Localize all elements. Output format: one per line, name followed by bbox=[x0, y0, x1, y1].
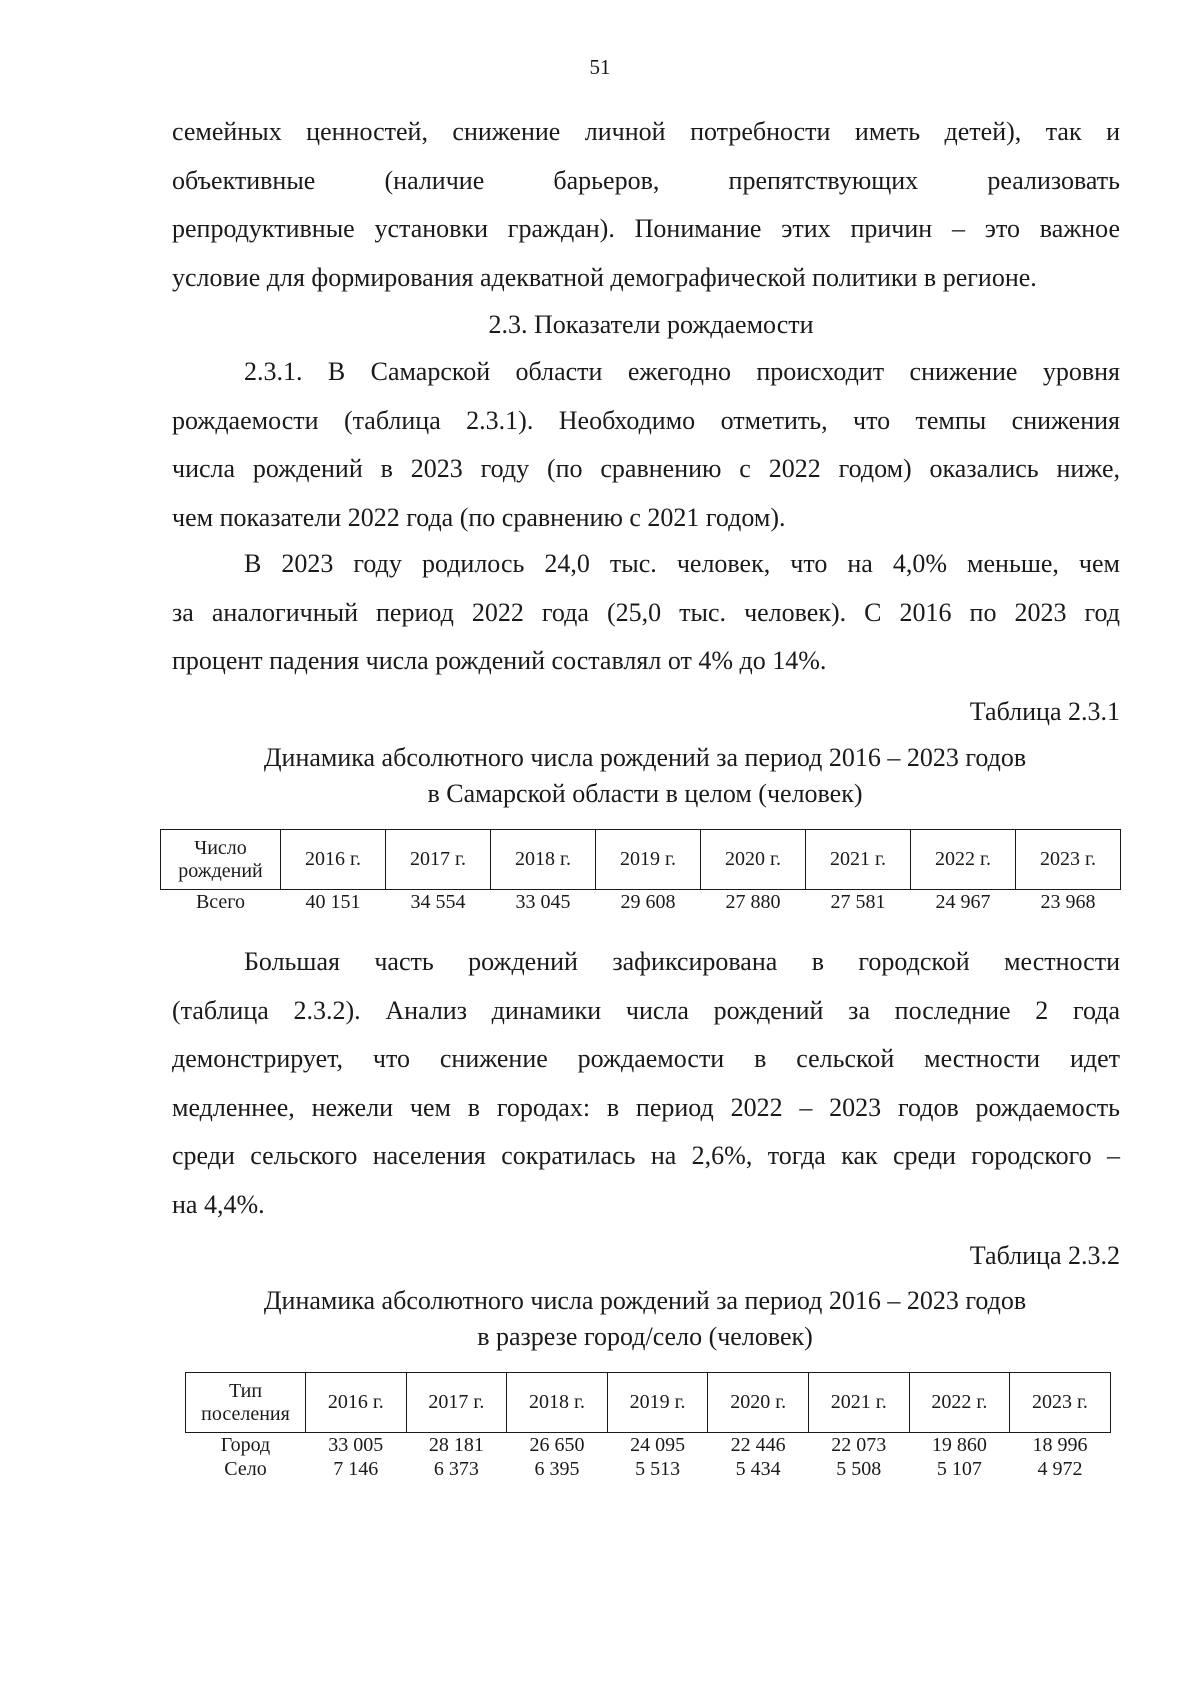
table2-cell: 28 181 bbox=[428, 1434, 484, 1456]
table1-header-year: 2021 г. bbox=[806, 830, 911, 890]
table-row bbox=[186, 1433, 1111, 1458]
table2-title-line2: в разрезе город/село (человек) bbox=[477, 1322, 813, 1351]
table1-header-year: 2023 г. bbox=[1016, 830, 1121, 890]
paragraph-line: семейных ценностей, снижение личной потребности иметь детей), так и bbox=[172, 117, 1120, 146]
table2-cell: 22 446 bbox=[730, 1434, 786, 1456]
table2-cell: 5 508 bbox=[836, 1458, 882, 1480]
paragraph-line: демонстрирует, что снижение рождаемости в сельской местности идет bbox=[172, 1044, 1120, 1073]
table2-header-year: 2016 г. bbox=[306, 1373, 407, 1433]
table1-header-year: 2019 г. bbox=[596, 830, 701, 890]
paragraph-line: (таблица 2.3.2). Анализ динамики числа рождений за последние 2 года bbox=[172, 995, 1120, 1025]
table1-header-label: Число рождений bbox=[161, 830, 281, 890]
section-heading: 2.3. Показатели рождаемости bbox=[488, 310, 814, 339]
paragraph-line: В 2023 году родилось 24,0 тыс. человек, что на 4,0% меньше, чем bbox=[244, 549, 1120, 578]
table2-header-year: 2023 г. bbox=[1010, 1373, 1111, 1433]
table2-cell: 18 996 bbox=[1032, 1434, 1088, 1456]
table-row bbox=[186, 1457, 1111, 1481]
table1-cell: 24 967 bbox=[935, 891, 991, 913]
table1-cell: 23 968 bbox=[1040, 891, 1096, 913]
paragraph-line: объективные (наличие барьеров, препятствующих реализовать bbox=[172, 165, 1120, 195]
table2-cell: 26 650 bbox=[529, 1434, 585, 1456]
paragraph-family-values bbox=[172, 108, 1120, 302]
table2-cell: 4 972 bbox=[1037, 1458, 1083, 1480]
table1-cell: 29 608 bbox=[620, 891, 676, 913]
table2-cell: 19 860 bbox=[931, 1434, 987, 1456]
table1-caption-number: Таблица 2.3.1 bbox=[969, 697, 1120, 726]
table2-row-label: Село bbox=[224, 1458, 267, 1480]
paragraph-line: репродуктивные установки граждан). Понимание этих причин – это важное bbox=[172, 214, 1120, 243]
table2-header-year: 2017 г. bbox=[406, 1373, 507, 1433]
table2-title-line1: Динамика абсолютного числа рождений за период 2016 – 2023 годов bbox=[263, 1286, 1027, 1315]
table1-header-year: 2016 г. bbox=[281, 830, 386, 890]
table1-header-year: 2017 г. bbox=[386, 830, 491, 890]
table2-cell: 5 434 bbox=[735, 1458, 781, 1480]
table2-header-year: 2022 г. bbox=[909, 1373, 1010, 1433]
table1-title-line2: в Самарской области в целом (человек) bbox=[427, 779, 863, 808]
paragraph-line: медленнее, нежели чем в городах: в период 2022 – 2023 годов рождаемость bbox=[172, 1092, 1120, 1122]
table1-header-year: 2020 г. bbox=[701, 830, 806, 890]
table-row bbox=[161, 890, 1121, 915]
table2-header-year: 2019 г. bbox=[607, 1373, 708, 1433]
table1-header-year: 2022 г. bbox=[911, 830, 1016, 890]
paragraph-line: на 4,4%. bbox=[172, 1189, 265, 1219]
table2-cell: 33 005 bbox=[328, 1434, 384, 1456]
paragraph-line: за аналогичный период 2022 года (25,0 тыс. человек). С 2016 по 2023 год bbox=[172, 597, 1120, 627]
table2-cell: 6 395 bbox=[534, 1458, 580, 1480]
table2-header-year: 2021 г. bbox=[808, 1373, 909, 1433]
table1-cell: 40 151 bbox=[305, 891, 361, 913]
table2-header-label: Тип поселения bbox=[186, 1373, 306, 1433]
page-number: 51 bbox=[589, 55, 611, 79]
paragraph-line: процент падения числа рождений составлял от 4% до 14%. bbox=[172, 646, 827, 675]
paragraph-line: условие для формирования адекватной демографической политики в регионе. bbox=[172, 262, 1037, 292]
table2-cell: 24 095 bbox=[630, 1434, 686, 1456]
table2-cell: 7 146 bbox=[333, 1458, 379, 1480]
paragraph-2023-births bbox=[172, 540, 1120, 686]
table1-row-label: Всего bbox=[195, 891, 246, 913]
table1-header-year: 2018 г. bbox=[491, 830, 596, 890]
table2-row-label: Город bbox=[220, 1434, 271, 1456]
table2-header-year: 2018 г. bbox=[507, 1373, 608, 1433]
table2-cell: 5 107 bbox=[936, 1458, 982, 1480]
table2-cell: 22 073 bbox=[831, 1434, 887, 1456]
table1-cell: 27 880 bbox=[725, 891, 781, 913]
table2-cell: 6 373 bbox=[433, 1458, 479, 1480]
table1-cell: 27 581 bbox=[830, 891, 886, 913]
paragraph-line: чем показатели 2022 года (по сравнению с 2021 годом). bbox=[172, 502, 786, 532]
table2-cell: 5 513 bbox=[635, 1458, 681, 1480]
paragraph-line: числа рождений в 2023 году (по сравнению с 2022 годом) оказались ниже, bbox=[172, 454, 1120, 483]
table2-header-year: 2020 г. bbox=[708, 1373, 809, 1433]
paragraph-line: 2.3.1. В Самарской области ежегодно происходит снижение уровня bbox=[244, 357, 1120, 386]
table1-cell: 33 045 bbox=[515, 891, 571, 913]
table2-caption-number: Таблица 2.3.2 bbox=[969, 1241, 1120, 1270]
table2-births-urban-rural bbox=[185, 1372, 1111, 1481]
paragraph-line: Большая часть рождений зафиксирована в городской местности bbox=[244, 947, 1120, 976]
paragraph-birth-rate-decline bbox=[172, 348, 1120, 542]
paragraph-line: среди сельского населения сократилась на 2,6%, тогда как среди городского – bbox=[172, 1141, 1120, 1170]
table1-cell: 34 554 bbox=[410, 891, 466, 913]
table1-births-total bbox=[160, 829, 1121, 914]
paragraph-line: рождаемости (таблица 2.3.1). Необходимо отметить, что темпы снижения bbox=[172, 405, 1120, 435]
paragraph-urban-rural bbox=[172, 938, 1120, 1229]
table1-title-line1: Динамика абсолютного числа рождений за период 2016 – 2023 годов bbox=[263, 743, 1027, 772]
